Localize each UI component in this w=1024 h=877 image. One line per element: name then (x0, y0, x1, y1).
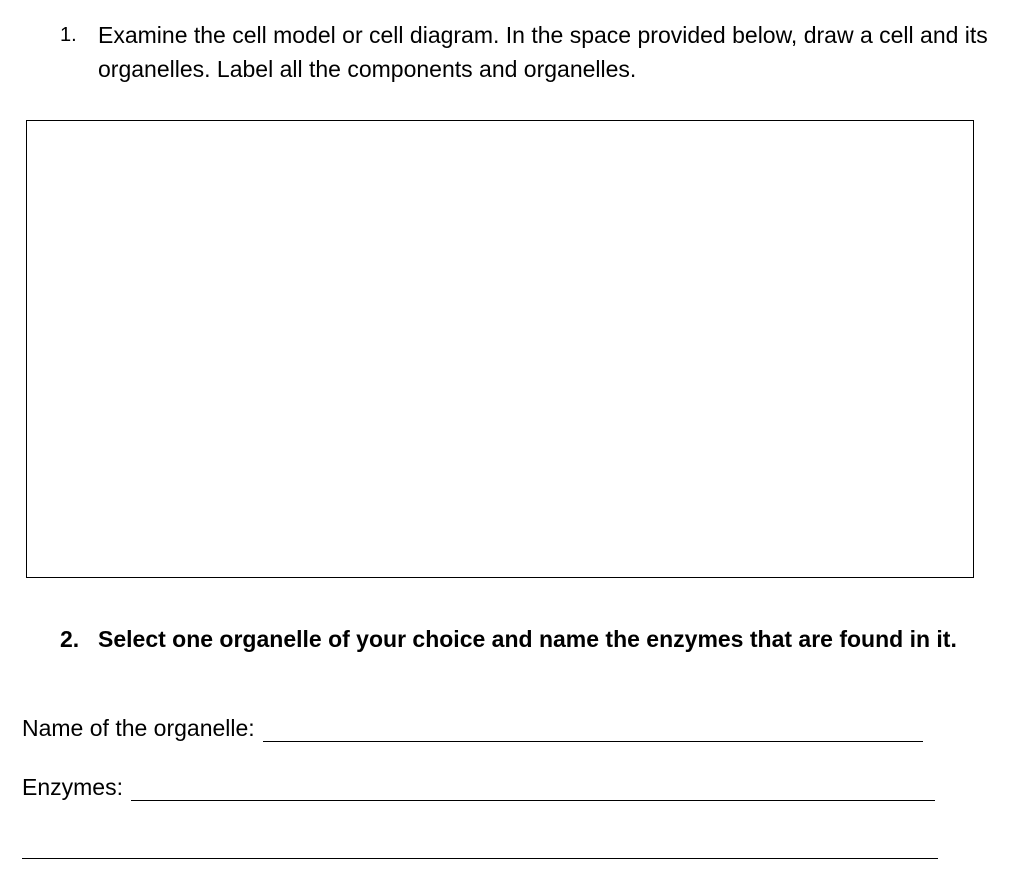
organelle-name-blank[interactable] (263, 719, 923, 742)
question-1 (60, 18, 1010, 86)
question-1-text: Examine the cell model or cell diagram. In the space provided below, draw a cell and its organelles. Label all the components and organelles. (98, 22, 988, 82)
cell-drawing-area[interactable] (26, 120, 974, 578)
enzymes-continuation-blank[interactable] (22, 858, 938, 859)
enzymes-label: Enzymes: (22, 774, 123, 800)
organelle-name-field (22, 714, 923, 742)
enzymes-blank[interactable] (131, 778, 935, 801)
enzymes-field (22, 773, 935, 801)
question-2 (60, 624, 1010, 654)
question-2-number: 2. (60, 626, 80, 652)
organelle-name-label: Name of the organelle: (22, 715, 255, 741)
question-2-text: Select one organelle of your choice and name the enzymes that are found in it. (98, 626, 957, 652)
question-1-number: 1. (60, 24, 77, 46)
